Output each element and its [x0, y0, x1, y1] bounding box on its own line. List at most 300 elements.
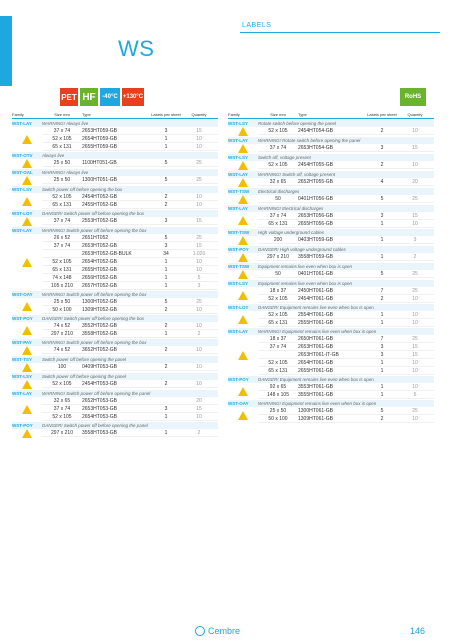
- warning-icon: [12, 127, 42, 151]
- cell: 2653HT059-GB: [82, 127, 118, 134]
- table-header: [12, 110, 218, 119]
- table-row: [258, 212, 434, 220]
- group-description: Equipment remains live even when box is open: [258, 264, 353, 269]
- cell: 10: [412, 311, 418, 318]
- cell: 2654HT053-GB: [82, 413, 118, 420]
- group-description: Always live: [42, 153, 65, 158]
- cell: 2455HT052-GB: [82, 201, 118, 208]
- group-description: WARNING! Switch power off before opening the box: [42, 340, 147, 345]
- cell: 2454HT054-GB: [298, 127, 334, 134]
- col-family: Family: [228, 111, 240, 117]
- cell: 10: [412, 367, 418, 374]
- cell: 52 x 105: [52, 135, 72, 142]
- label-group: [228, 205, 434, 228]
- cell: 2454HT055-GB: [298, 161, 334, 168]
- cell: 1: [164, 266, 168, 273]
- cell: 1: [164, 330, 168, 337]
- family-code: WST-TSW: [228, 230, 250, 235]
- left-body: [12, 120, 218, 438]
- cell: 0401HT061-GB: [298, 270, 334, 277]
- cell: 5: [413, 391, 417, 398]
- cell: 5: [380, 270, 384, 277]
- cell: 10: [196, 201, 202, 208]
- table-row: [258, 391, 434, 399]
- cell: 1: [164, 274, 168, 281]
- warning-icon: [12, 429, 42, 438]
- cell: 2655HT061-GB: [298, 367, 334, 374]
- table-header: [228, 110, 434, 119]
- cell: 10: [412, 127, 418, 134]
- cell: 3652HT052-GB: [82, 346, 118, 353]
- temp-max-badge: +130°C: [122, 88, 144, 106]
- table-row: [42, 413, 218, 421]
- family-code: WST-LAY: [228, 206, 248, 211]
- group-header: [12, 315, 218, 322]
- page-title: WS: [118, 36, 155, 61]
- cell: 10: [412, 359, 418, 366]
- table-row: [258, 236, 434, 244]
- cell: 3553HT061-GB: [298, 383, 334, 390]
- cell: 2454HT053-GB: [82, 380, 118, 387]
- cell: 10: [196, 266, 202, 273]
- table-row: [42, 242, 218, 250]
- table-row: [42, 282, 218, 290]
- cell: 1: [164, 429, 168, 436]
- cell: 2653HT056-GB: [298, 212, 334, 219]
- cell: 52 x 105: [52, 258, 72, 265]
- label-group: [228, 246, 434, 262]
- cell: 2: [380, 295, 384, 302]
- cell: 0409HT053-GB: [82, 363, 118, 370]
- cell: 25: [196, 234, 202, 241]
- warning-icon: [12, 193, 42, 209]
- cell: 74 x 52: [53, 346, 71, 353]
- group-header: [12, 422, 218, 429]
- cell: 20: [196, 397, 202, 404]
- cell: 15: [196, 217, 202, 224]
- cell: 1: [380, 383, 384, 390]
- group-description: WARNING! Equipment remains live even when box is open: [258, 401, 377, 406]
- group-description: Rotate switch before opening the panel: [258, 121, 337, 126]
- warning-icon: [228, 161, 258, 170]
- cell: 2653HT053-GB: [82, 405, 118, 412]
- cell: 2: [197, 330, 201, 337]
- label-group: [228, 171, 434, 187]
- table-row: [42, 258, 218, 266]
- cell: 3: [164, 405, 168, 412]
- table-row: [258, 144, 434, 152]
- label-group: [12, 120, 218, 151]
- group-header: [228, 137, 434, 144]
- label-group: [228, 229, 434, 245]
- group-header: [12, 339, 218, 346]
- col-family: Family: [12, 111, 24, 117]
- family-code: WST-POY: [12, 423, 33, 428]
- table-row: [258, 351, 434, 359]
- cell: 15: [412, 351, 418, 358]
- cell: 2: [164, 193, 168, 200]
- group-header: [228, 376, 434, 383]
- cell: 52 x 105: [268, 311, 288, 318]
- cell: 1: [164, 143, 168, 150]
- cell: 5: [380, 407, 384, 414]
- cell: 10: [196, 143, 202, 150]
- cell: 1: [380, 236, 384, 243]
- group-header: [228, 229, 434, 236]
- cell: 74 x 52: [53, 322, 71, 329]
- table-row: [42, 405, 218, 413]
- cell: 25 x 50: [53, 159, 71, 166]
- cell: 25: [412, 195, 418, 202]
- warning-icon: [12, 363, 42, 372]
- table-row: [258, 195, 434, 203]
- cell: 2653HT054-GB: [298, 144, 334, 151]
- table-row: [42, 330, 218, 338]
- warning-icon: [228, 407, 258, 423]
- warning-icon: [228, 178, 258, 187]
- cell: 5: [164, 234, 168, 241]
- group-header: [12, 373, 218, 380]
- cell: 1.020: [192, 250, 206, 257]
- family-code: WST-OAL: [12, 170, 33, 175]
- family-code: WST-TSW: [228, 189, 250, 194]
- cell: 2553HT052-GB: [82, 217, 118, 224]
- warning-icon: [12, 217, 42, 226]
- table-row: [42, 266, 218, 274]
- cell: 297 x 210: [51, 429, 73, 436]
- label-group: [228, 304, 434, 327]
- family-code: WST-LOY: [228, 305, 249, 310]
- cell: 2650HT061-GB: [298, 335, 334, 342]
- cell: 2657HT052-GB: [82, 282, 118, 289]
- cell: 15: [412, 144, 418, 151]
- left-table: [12, 110, 218, 438]
- label-group: [12, 169, 218, 185]
- group-description: Switch off, voltage present: [258, 155, 311, 160]
- label-group: [228, 328, 434, 375]
- cell: 18 x 37: [269, 335, 287, 342]
- cell: 25 x 50: [269, 407, 287, 414]
- cell: 65 x 131: [52, 266, 72, 273]
- cell: 1300HT061-GB: [298, 407, 334, 414]
- family-code: WST-POY: [12, 316, 33, 321]
- cell: 1309HT061-GB: [298, 415, 334, 422]
- cell: 37 x 74: [53, 217, 71, 224]
- cell: 20: [412, 178, 418, 185]
- cell: 10: [196, 363, 202, 370]
- cell: 3: [164, 242, 168, 249]
- cell: 5: [197, 274, 201, 281]
- cell: 200: [273, 236, 283, 243]
- cell: 50 x 100: [52, 306, 72, 313]
- table-row: [42, 380, 218, 388]
- cell: 50: [275, 270, 281, 277]
- table-row: [258, 415, 434, 423]
- group-description: WARNING! Switch power off before opening the panel: [42, 391, 151, 396]
- group-header: [12, 169, 218, 176]
- cell: 3: [164, 127, 168, 134]
- table-row: [42, 234, 218, 242]
- table-row: [258, 367, 434, 375]
- warning-icon: [228, 127, 258, 136]
- table-row: [42, 298, 218, 306]
- cell: 52 x 105: [52, 380, 72, 387]
- group-description: Switch power off before opening the panel: [42, 374, 127, 379]
- group-header: [228, 154, 434, 161]
- cell: 3: [380, 343, 384, 350]
- group-description: DANGER! Switch power off before opening the box: [42, 211, 145, 216]
- family-code: WST-POY: [228, 247, 249, 252]
- table-row: [42, 201, 218, 209]
- table-row: [258, 253, 434, 261]
- family-code: WST-LAY: [12, 121, 32, 126]
- cell: 10: [412, 220, 418, 227]
- cell: 52 x 105: [268, 295, 288, 302]
- cell: 2652HT055-GB: [298, 178, 334, 185]
- right-table: [228, 110, 434, 423]
- cell: 74 x 148: [52, 274, 72, 281]
- label-group: [228, 120, 434, 136]
- cell: 50: [275, 195, 281, 202]
- group-description: Switch power off before opening the box: [42, 187, 123, 192]
- warning-icon: [228, 335, 258, 375]
- cell: 32 x 65: [269, 178, 287, 185]
- cell: 10: [196, 380, 202, 387]
- cell: 52 x 105: [52, 413, 72, 420]
- group-header: [12, 356, 218, 363]
- temp-min-badge: -40°C: [100, 88, 120, 106]
- cell: 25 x 50: [53, 298, 71, 305]
- label-group: [12, 186, 218, 209]
- cell: 25: [196, 176, 202, 183]
- table-row: [258, 311, 434, 319]
- warning-icon: [12, 380, 42, 389]
- cell: 297 x 210: [51, 330, 73, 337]
- cell: 3: [380, 144, 384, 151]
- cell: 2653HT052-GB-BULK: [82, 250, 132, 257]
- cell: 52 x 105: [268, 359, 288, 366]
- cell: 25: [412, 407, 418, 414]
- label-group: [228, 376, 434, 399]
- cell: 37 x 74: [53, 405, 71, 412]
- group-description: WARNING! Switch power off before opening the box: [42, 292, 147, 297]
- family-code: WST-OAY: [12, 292, 33, 297]
- cell: 3555HT061-GB: [298, 391, 334, 398]
- cell: 2554HT061-GB: [298, 311, 334, 318]
- pet-badge: PET: [60, 88, 78, 106]
- label-group: [12, 210, 218, 226]
- cell: 10: [196, 322, 202, 329]
- family-code: WST-OTV: [12, 153, 33, 158]
- table-row: [258, 359, 434, 367]
- right-body: [228, 120, 434, 423]
- cell: 32 x 65: [53, 397, 71, 404]
- table-row: [258, 127, 434, 135]
- cell: 1: [164, 282, 168, 289]
- table-row: [258, 343, 434, 351]
- cell: 10: [196, 346, 202, 353]
- cell: 15: [196, 405, 202, 412]
- col-qty: Quantity: [191, 111, 207, 117]
- family-code: WST-LAY: [228, 329, 248, 334]
- label-group: [228, 188, 434, 204]
- cell: 2: [164, 306, 168, 313]
- family-code: WST-LAY: [228, 138, 248, 143]
- label-group: [228, 137, 434, 153]
- cell: 52 x 105: [268, 127, 288, 134]
- table-row: [258, 270, 434, 278]
- family-code: WST-LAY: [228, 172, 248, 177]
- warning-icon: [228, 144, 258, 153]
- group-header: [12, 186, 218, 193]
- cell: 3: [164, 217, 168, 224]
- warning-icon: [228, 195, 258, 204]
- group-description: WARNING! Equipment remains live even when box is open: [258, 329, 377, 334]
- table-row: [42, 306, 218, 314]
- cell: 15: [412, 212, 418, 219]
- label-group: [12, 291, 218, 314]
- cell: 0403HT059-GB: [298, 236, 334, 243]
- table-row: [258, 178, 434, 186]
- cell: 2654HT059-GB: [82, 135, 118, 142]
- cell: 1: [380, 220, 384, 227]
- label-group: [228, 400, 434, 423]
- table-row: [42, 159, 218, 167]
- cell: 2454HT061-GB: [298, 295, 334, 302]
- cell: 5: [164, 159, 168, 166]
- table-row: [42, 176, 218, 184]
- cell: 297 x 210: [267, 253, 289, 260]
- cell: 1: [164, 413, 168, 420]
- cell: 2652HT053-GB: [82, 397, 118, 404]
- cell: 1: [164, 258, 168, 265]
- warning-icon: [228, 270, 258, 279]
- label-group: [228, 154, 434, 170]
- group-description: WARNING! Always live: [42, 121, 89, 126]
- table-row: [42, 217, 218, 225]
- label-group: [12, 339, 218, 355]
- cell: 37 x 74: [269, 343, 287, 350]
- table-row: [42, 127, 218, 135]
- warning-icon: [12, 159, 42, 168]
- table-row: [258, 295, 434, 303]
- cell: 50 x 100: [268, 415, 288, 422]
- cell: 10: [196, 413, 202, 420]
- divider: [240, 32, 440, 33]
- cell: 52 x 105: [52, 193, 72, 200]
- cell: 65 x 131: [268, 220, 288, 227]
- table-row: [42, 346, 218, 354]
- family-code: WST-TSY: [12, 357, 32, 362]
- cell: 2653HT052-GB: [82, 242, 118, 249]
- cell: 92 x 65: [269, 383, 287, 390]
- cell: 1: [380, 367, 384, 374]
- cell: 2655HT056-GB: [298, 220, 334, 227]
- cell: 2656HT052-GB: [82, 274, 118, 281]
- group-header: [12, 210, 218, 217]
- family-code: WST-LSY: [228, 155, 248, 160]
- group-description: DANGER! Switch power off before opening the panel: [42, 423, 148, 428]
- cell: 37 x 74: [269, 212, 287, 219]
- group-header: [12, 120, 218, 127]
- family-code: WST-POY: [228, 377, 249, 382]
- label-group: [12, 356, 218, 372]
- label-group: [228, 280, 434, 303]
- cell: 10: [196, 135, 202, 142]
- blue-side-tab: [0, 16, 12, 86]
- footer: [0, 626, 453, 640]
- group-description: WARNING! Switch off, voltage present: [258, 172, 335, 177]
- group-description: Electrical discharges: [258, 189, 300, 194]
- cell: 25: [412, 335, 418, 342]
- table-row: [42, 363, 218, 371]
- cell: 2: [380, 161, 384, 168]
- cell: 1300HT052-GB: [82, 298, 118, 305]
- label-group: [12, 227, 218, 290]
- cell: 100: [57, 363, 67, 370]
- cell: 5: [164, 298, 168, 305]
- cell: 25 x 50: [53, 176, 71, 183]
- cell: 10: [412, 415, 418, 422]
- label-group: [12, 390, 218, 421]
- cell: 1300HT051-GB: [82, 176, 118, 183]
- table-row: [258, 220, 434, 228]
- warning-icon: [12, 176, 42, 185]
- cell: 2653HT061-IT-GB: [298, 351, 339, 358]
- col-type: Type: [298, 111, 307, 117]
- warning-icon: [12, 322, 42, 338]
- family-code: WST-PAY: [12, 340, 32, 345]
- label-group: [12, 373, 218, 389]
- cell: 15: [196, 127, 202, 134]
- cell: 3558HT052-GB: [82, 330, 118, 337]
- label-group: [12, 152, 218, 168]
- cell: 7: [380, 335, 384, 342]
- label-group: [12, 422, 218, 438]
- warning-icon: [228, 383, 258, 399]
- cell: 10: [412, 383, 418, 390]
- cell: 7: [380, 287, 384, 294]
- cell: 3: [197, 282, 201, 289]
- group-header: [12, 152, 218, 159]
- table-row: [42, 322, 218, 330]
- material-badges: [60, 88, 144, 106]
- cell: 2: [164, 346, 168, 353]
- cell: 25: [196, 159, 202, 166]
- family-code: WST-LSY: [12, 187, 32, 192]
- warning-icon: [228, 212, 258, 228]
- cell: 2: [413, 253, 417, 260]
- warning-icon: [12, 298, 42, 314]
- table-row: [42, 143, 218, 151]
- cell: 2454HT052-GB: [82, 193, 118, 200]
- group-description: High voltage underground cables: [258, 230, 325, 235]
- warning-icon: [12, 397, 42, 421]
- cell: 65 x 131: [268, 319, 288, 326]
- cell: 5: [164, 176, 168, 183]
- page-number: 146: [410, 626, 426, 636]
- group-header: [228, 400, 434, 407]
- table-row: [42, 397, 218, 405]
- cell: 25: [412, 270, 418, 277]
- cell: 2450HT061-GB: [298, 287, 334, 294]
- table-row: [258, 287, 434, 295]
- label-group: [12, 315, 218, 338]
- brand-logo-icon: [195, 626, 205, 636]
- group-description: DANGER! Equipment remains live even when box is open: [258, 305, 374, 310]
- cell: 10: [196, 193, 202, 200]
- col-size: Size mm: [270, 111, 286, 117]
